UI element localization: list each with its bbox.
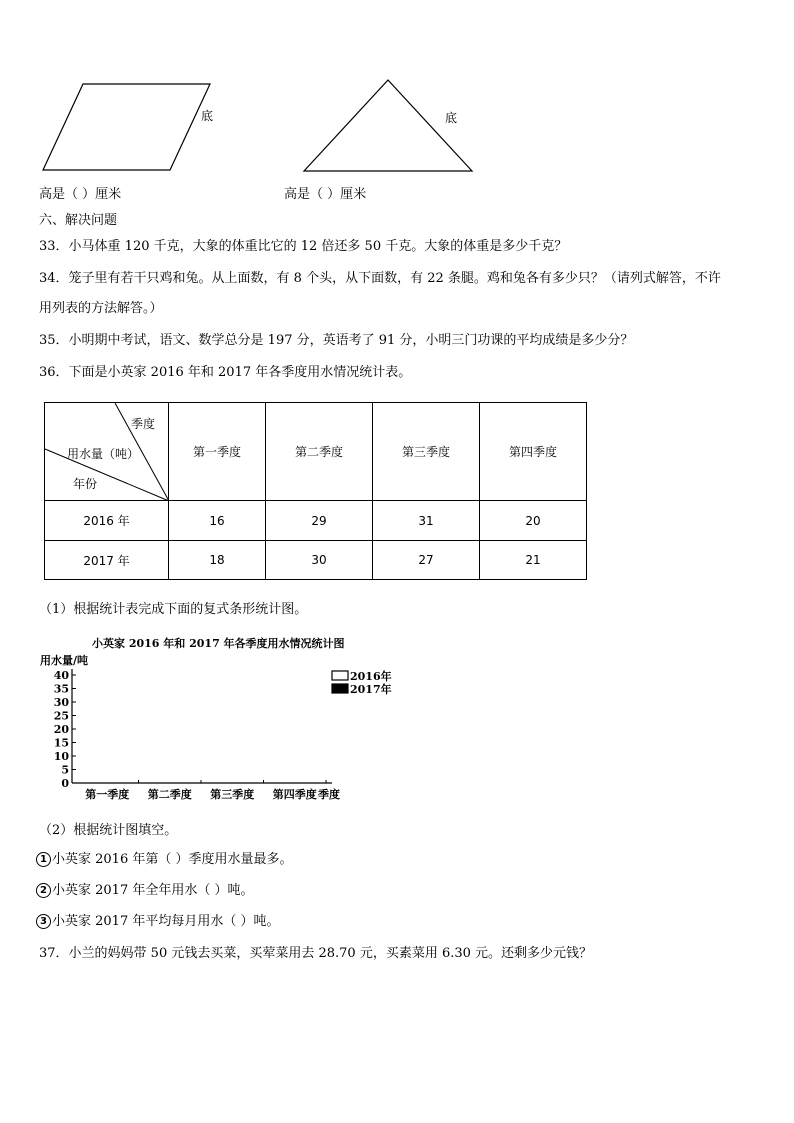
question-37: 37．小兰的妈妈带 50 元钱去买菜，买荤菜用去 28.70 元，买素菜用 6.30 元。还剩多少元钱？: [39, 946, 593, 961]
column-header: 第二季度: [266, 403, 373, 501]
x-tick-label: 第四季度: [272, 788, 317, 801]
corner-label-season: 季度: [131, 417, 156, 431]
x-tick-label: 第三季度: [210, 788, 255, 801]
table-row: [45, 541, 587, 580]
y-tick-label: 15: [53, 736, 69, 750]
chart-title: 小英家 2016 年和 2017 年各季度用水情况统计图: [92, 637, 345, 650]
question-35: 35．小明期中考试，语文、数学总分是 197 分，英语考了 91 分，小明三门功课的平均成绩是多少分？: [39, 333, 634, 348]
triangle-shape: [304, 80, 472, 171]
circled-number-3: 3: [36, 914, 51, 929]
column-header: 第四季度: [480, 403, 587, 501]
table-cell: 18: [169, 541, 266, 580]
table-cell: 21: [480, 541, 587, 580]
blank-item-2: [36, 883, 253, 899]
chart-xlabel: 季度: [318, 788, 340, 801]
chart-ylabel: 用水量/吨: [40, 654, 89, 667]
blank-item-3-text: 小英家 2017 年平均每月用水（ ）吨。: [52, 914, 280, 929]
x-tick-label: 第一季度: [85, 788, 130, 801]
question-34-line1: 34．笼子里有若干只鸡和兔。从上面数，有 8 个头，从下面数，有 22 条腿。鸡和兔各有多少只？（请列式解答，不许: [39, 271, 721, 286]
table-cell: 29: [266, 501, 373, 541]
water-usage-table: [44, 402, 587, 580]
corner-label-water: 用水量（吨）: [67, 447, 140, 461]
water-usage-bar-chart: [36, 630, 392, 808]
triangle-base-label: 底: [445, 111, 458, 125]
triangle-height-blank: 高是（ ）厘米: [284, 187, 367, 202]
legend-label: 2016年: [350, 670, 392, 683]
column-header: 第一季度: [169, 403, 266, 501]
table-corner-cell: [45, 403, 169, 501]
y-tick-label: 30: [53, 696, 69, 709]
table-row: [45, 501, 587, 541]
circled-number-2: 2: [36, 883, 51, 898]
blank-item-1-text: 小英家 2016 年第（ ）季度用水量最多。: [52, 852, 293, 867]
legend-swatch: [332, 671, 348, 680]
parallelogram-shape: [43, 84, 210, 170]
legend-swatch: [332, 684, 348, 693]
legend-label: 2017年: [350, 683, 392, 696]
table-cell: 31: [373, 501, 480, 541]
y-tick-label: 10: [53, 750, 69, 763]
table-cell: 20: [480, 501, 587, 541]
parallelogram-height-blank: 高是（ ）厘米: [39, 187, 122, 202]
row-year: 2017 年: [45, 541, 169, 580]
x-tick-label: 第二季度: [147, 788, 192, 801]
question-33: 33．小马体重 120 千克，大象的体重比它的 12 倍还多 50 千克。大象的体重是多少千克？: [39, 239, 568, 254]
y-tick-label: 25: [53, 709, 69, 723]
table-cell: 16: [169, 501, 266, 541]
section-title: 六、解决问题: [39, 213, 118, 228]
geometry-figures: [0, 70, 794, 180]
question-34-line2: 用列表的方法解答。）: [39, 301, 163, 316]
question-36-part1: （1）根据统计表完成下面的复式条形统计图。: [39, 602, 308, 617]
blank-item-1: [36, 852, 292, 868]
y-tick-label: 35: [53, 682, 69, 696]
corner-label-year: 年份: [73, 477, 98, 491]
circled-number-1: 1: [36, 852, 51, 867]
parallelogram-base-label: 底: [201, 109, 214, 123]
column-header: 第三季度: [373, 403, 480, 501]
question-36-part2: （2）根据统计图填空。: [39, 823, 178, 838]
row-year: 2016 年: [45, 501, 169, 541]
y-tick-label: 0: [61, 777, 69, 790]
table-cell: 30: [266, 541, 373, 580]
table-header-row: [45, 403, 587, 501]
y-tick-label: 20: [53, 723, 69, 736]
question-36: 36．下面是小英家 2016 年和 2017 年各季度用水情况统计表。: [39, 365, 412, 380]
blank-item-2-text: 小英家 2017 年全年用水（ ）吨。: [52, 883, 254, 898]
y-tick-label: 5: [61, 763, 69, 777]
table-cell: 27: [373, 541, 480, 580]
y-tick-label: 40: [53, 669, 69, 682]
blank-item-3: [36, 914, 279, 930]
